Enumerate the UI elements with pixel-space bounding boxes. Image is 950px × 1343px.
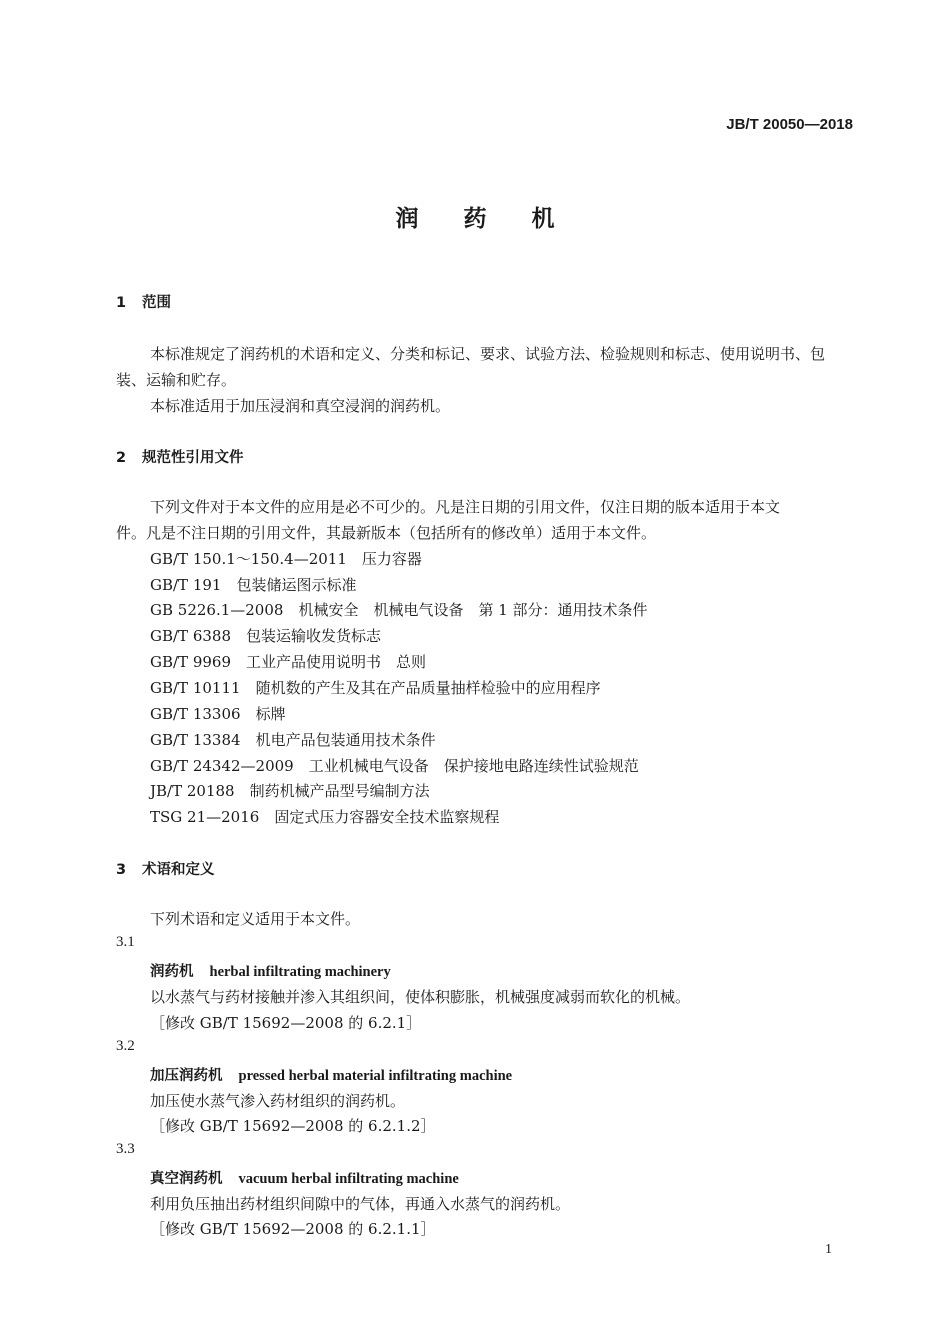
section-title: 术语和定义 bbox=[142, 862, 215, 878]
reference-code: GB/T 24342—2009 bbox=[150, 757, 294, 775]
reference-code: GB/T 10111 bbox=[150, 679, 241, 697]
reference-code: TSG 21—2016 bbox=[150, 808, 260, 826]
reference-code: GB/T 150.1～150.4—2011 bbox=[150, 550, 347, 568]
reference-name: 机电产品包装通用技术条件 bbox=[255, 731, 436, 749]
term-en: herbal infiltrating machinery bbox=[209, 964, 391, 980]
reference-item bbox=[150, 574, 357, 595]
document-number: JB/T 20050—2018 bbox=[726, 116, 853, 133]
paragraph: 件。凡是不注日期的引用文件，其最新版本（包括所有的修改单）适用于本文件。 bbox=[116, 524, 657, 542]
term-number: 3.2 bbox=[116, 1038, 135, 1054]
paragraph: 下列文件对于本文件的应用是必不可少的。凡是注日期的引用文件，仅注日期的版本适用于本文 bbox=[150, 498, 781, 516]
reference-item bbox=[150, 703, 286, 724]
section-number: 3 bbox=[116, 862, 127, 878]
reference-name: 工业产品使用说明书 总则 bbox=[246, 653, 427, 671]
reference-code: GB/T 13384 bbox=[150, 731, 241, 749]
paragraph: 本标准规定了润药机的术语和定义、分类和标记、要求、试验方法、检验规则和标志、使用说明书、包 bbox=[150, 345, 826, 363]
section-number: 2 bbox=[116, 450, 127, 466]
reference-item bbox=[150, 677, 601, 698]
reference-item bbox=[150, 651, 426, 672]
term-number: 3.1 bbox=[116, 934, 135, 950]
term-en: pressed herbal material infiltrating machine bbox=[238, 1068, 513, 1084]
term-zh: 加压润药机 bbox=[150, 1068, 223, 1084]
term-entry bbox=[150, 1064, 512, 1085]
reference-item bbox=[150, 780, 430, 801]
term-en: vacuum herbal infiltrating machine bbox=[238, 1171, 459, 1187]
reference-code: GB 5226.1—2008 bbox=[150, 601, 284, 619]
paragraph: 本标准适用于加压浸润和真空浸润的润药机。 bbox=[150, 397, 451, 415]
reference-code: JB/T 20188 bbox=[150, 782, 235, 800]
reference-name: 工业机械电气设备 保护接地电路连续性试验规范 bbox=[308, 757, 639, 775]
reference-name: 包装储运图示标准 bbox=[236, 576, 357, 594]
section-3-heading bbox=[116, 858, 215, 879]
document-title: 润药机 bbox=[395, 206, 600, 232]
page-number: 1 bbox=[825, 1242, 832, 1257]
term-entry bbox=[150, 1167, 459, 1188]
term-definition: 以水蒸气与药材接触并渗入其组织间，使体积膨胀，机械强度减弱而软化的机械。 bbox=[150, 988, 691, 1006]
term-definition: 加压使水蒸气渗入药材组织的润药机。 bbox=[150, 1092, 406, 1110]
reference-code: GB/T 9969 bbox=[150, 653, 232, 671]
term-number: 3.3 bbox=[116, 1141, 135, 1157]
reference-item bbox=[150, 806, 499, 827]
reference-name: 制药机械产品型号编制方法 bbox=[249, 782, 430, 800]
reference-name: 随机数的产生及其在产品质量抽样检验中的应用程序 bbox=[255, 679, 601, 697]
reference-item bbox=[150, 625, 381, 646]
section-number: 1 bbox=[116, 295, 127, 311]
term-zh: 真空润药机 bbox=[150, 1171, 223, 1187]
paragraph: 下列术语和定义适用于本文件。 bbox=[150, 910, 361, 928]
reference-name: 固定式压力容器安全技术监察规程 bbox=[274, 808, 500, 826]
term-note: ［修改 GB/T 15692—2008 的 6.2.1.1］ bbox=[150, 1220, 436, 1238]
reference-item bbox=[150, 548, 422, 569]
reference-item bbox=[150, 599, 648, 620]
reference-name: 压力容器 bbox=[361, 550, 422, 568]
paragraph: 装、运输和贮存。 bbox=[116, 371, 237, 389]
reference-item bbox=[150, 729, 436, 750]
reference-name: 包装运输收发货标志 bbox=[246, 627, 382, 645]
term-note: ［修改 GB/T 15692—2008 的 6.2.1］ bbox=[150, 1014, 422, 1032]
term-definition: 利用负压抽出药材组织间隙中的气体，再通入水蒸气的润药机。 bbox=[150, 1195, 571, 1213]
reference-name: 机械安全 机械电气设备 第 1 部分：通用技术条件 bbox=[298, 601, 648, 619]
section-1-heading bbox=[116, 291, 171, 312]
reference-code: GB/T 13306 bbox=[150, 705, 241, 723]
term-entry bbox=[150, 960, 391, 981]
section-2-heading bbox=[116, 446, 244, 467]
section-title: 规范性引用文件 bbox=[142, 450, 244, 466]
section-title: 范围 bbox=[142, 295, 171, 311]
reference-code: GB/T 6388 bbox=[150, 627, 232, 645]
term-note: ［修改 GB/T 15692—2008 的 6.2.1.2］ bbox=[150, 1117, 436, 1135]
reference-code: GB/T 191 bbox=[150, 576, 222, 594]
reference-name: 标牌 bbox=[255, 705, 286, 723]
term-zh: 润药机 bbox=[150, 964, 194, 980]
reference-item bbox=[150, 755, 639, 776]
